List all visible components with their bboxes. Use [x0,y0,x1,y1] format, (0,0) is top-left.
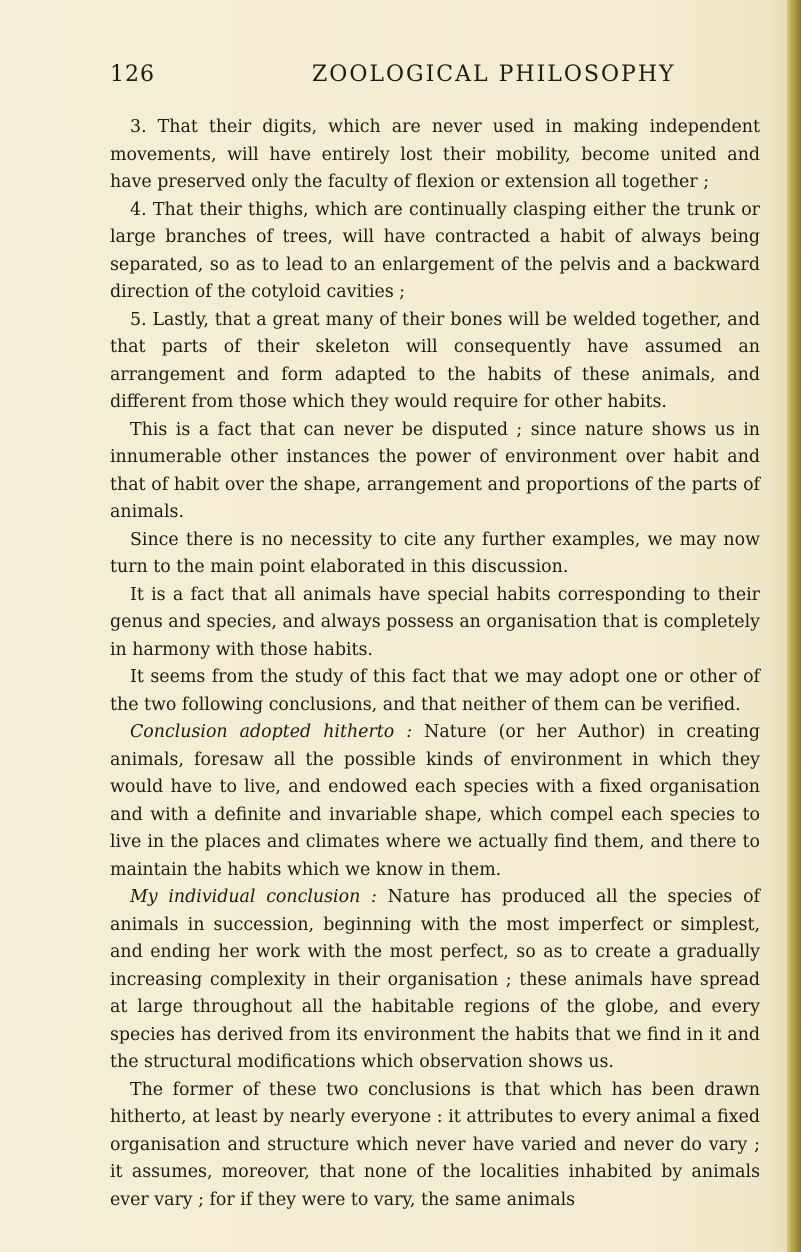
paragraph-item-3: 3. That their digits, which are never used in making independent movements, will have entirely lost their mobility, become united and have preserved only the faculty of flexion or extension all together ; [110,117,760,192]
paragraph-habits: It is a fact that all animals have special habits corresponding to their genus and species, and always possess an organisation that is completely in harmony with those habits. [110,584,760,660]
page-number: 126 [110,62,155,87]
conclusion-individual-text: Nature has produced all the species of animals in succession, beginning with the most imperfect or simplest, and ending her work with the most perfect, so as to create a gradually increasing complexity in their organisation ; these animals have spread at large throughout all the habitable regions of the globe, and every species has derived from its environment the habits that we find in it and the structural modifications which observation shows us. [110,887,760,1072]
page-edge [787,0,801,1252]
paragraph-item-5: 5. Lastly, that a great many of their bones will be welded together, and that parts of their skeleton will consequently have assumed an arrangement and form adapted to the habits of these animals, and different from those which they would require for other habits. [110,309,760,412]
paragraph-two-conclusions: It seems from the study of this fact that we may adopt one or other of the two following conclusions, and that neither of them can be verified. [110,667,760,715]
paragraph-final: The former of these two conclusions is that which has been drawn hitherto, at least by nearly everyone : it attributes to every animal a fixed organisation and structure which never have varied and never do vary ; it assumes, moreover, that none of the localities inhabited by animals ever vary ; for if they were to vary, the same animals [110,1079,760,1210]
paragraph-conclusion-adopted [110,719,760,884]
paragraph-fact: This is a fact that can never be disputed ; since nature shows us in innumerable other instances the power of environment over habit and that of habit over the shape, arrangement and proportions of the parts of animals. [110,419,760,522]
paragraph-examples: Since there is no necessity to cite any further examples, we may now turn to the main point elaborated in this discussion. [110,529,760,577]
conclusion-adopted-label: Conclusion adopted hitherto : [130,722,413,742]
paragraph-item-4: 4. That their thighs, which are continually clasping either the trunk or large branches of trees, will have contracted a habit of always being separated, so as to lead to an enlargement of the pelvis and a backward direction of the cotyloid cavities ; [110,199,760,302]
running-title: ZOOLOGICAL PHILOSOPHY [312,62,676,87]
body-text [110,114,760,1214]
page-header [110,62,770,96]
conclusion-individual-label: My individual conclusion : [130,887,377,907]
paragraph-conclusion-individual [110,884,760,1077]
conclusion-adopted-text: Nature (or her Author) in creating animals, foresaw all the possible kinds of environment in which they would have to live, and endowed each species with a fixed organisation and with a definite and invariable shape, which compel each species to live in the places and climates where we actually find them, and there to maintain the habits which we know in them. [110,722,760,880]
